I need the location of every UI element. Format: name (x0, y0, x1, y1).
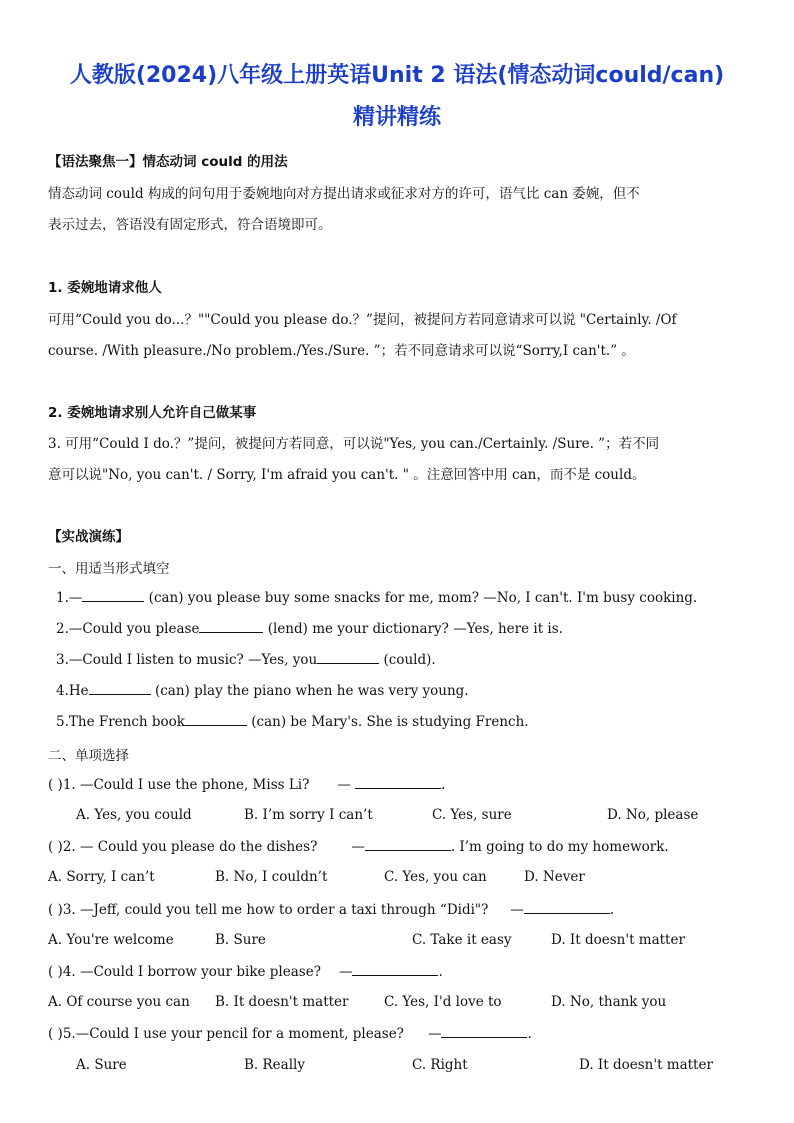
mc-option-a[interactable]: A. You're welcome (48, 932, 174, 948)
answer-blank[interactable] (524, 901, 610, 914)
answer-blank[interactable] (352, 963, 438, 976)
fill-question-suffix: (lend) me your dictionary? —Yes, here it is. (263, 621, 563, 637)
document-title-line-1: 人教版(2024)八年级上册英语Unit 2 语法(情态动词could/can) (69, 63, 725, 88)
fill-question (56, 589, 697, 606)
answer-blank[interactable] (317, 651, 379, 664)
fill-question (56, 651, 436, 668)
mc-option-d[interactable]: D. It doesn't matter (551, 932, 685, 948)
fill-question-suffix: (can) be Mary's. She is studying French. (247, 714, 529, 730)
fill-question (56, 713, 529, 730)
answer-dash: — (337, 777, 356, 793)
mc-option-b[interactable]: B. I’m sorry I can’t (244, 807, 373, 823)
mc-question-end: . I’m going to do my homework. (450, 839, 669, 855)
fill-question (56, 682, 469, 699)
grammar-focus-heading: 【语法聚焦一】情态动词 could 的用法 (48, 154, 288, 170)
mc-option-d[interactable]: D. Never (524, 869, 585, 885)
mc-option-a[interactable]: A. Sorry, I can’t (48, 869, 155, 885)
mc-option-a[interactable]: A. Of course you can (48, 994, 190, 1010)
fill-question-suffix: (could). (379, 652, 436, 668)
mc-question-text: ( )5.—Could I use your pencil for a moment, please? (48, 1026, 404, 1042)
mc-option-b[interactable]: B. No, I couldn’t (215, 869, 328, 885)
mc-question-text: ( )1. —Could I use the phone, Miss Li? (48, 777, 310, 793)
answer-blank[interactable] (82, 589, 144, 602)
mc-question (48, 963, 443, 980)
answer-blank[interactable] (441, 1025, 527, 1038)
mc-option-c[interactable]: C. Yes, sure (432, 807, 512, 823)
fill-question-suffix: (can) play the piano when he was very young. (150, 683, 469, 699)
fill-question (56, 620, 563, 637)
mc-option-b[interactable]: B. Really (244, 1057, 305, 1073)
mc-question (48, 776, 445, 793)
fill-question-prefix: 4.He (56, 683, 89, 699)
mc-question-end: . (527, 1026, 532, 1042)
mc-option-b[interactable]: B. Sure (215, 932, 266, 948)
document-title-line-2: 精讲精练 (352, 105, 441, 130)
fill-question-prefix: 1.— (56, 590, 83, 606)
point-1-text-line-1: 可用“Could you do...？""Could you please do.？”提问，被提问方若同意请求可以说 "Certainly. /Of (48, 312, 677, 328)
mc-option-c[interactable]: C. Yes, you can (384, 869, 487, 885)
answer-dash: — (351, 839, 365, 855)
fill-question-prefix: 2.—Could you please (56, 621, 200, 637)
mc-option-a[interactable]: A. Yes, you could (76, 807, 192, 823)
answer-blank[interactable] (89, 682, 151, 695)
point-1-heading: 1. 委婉地请求他人 (48, 280, 162, 296)
answer-dash: — (510, 902, 524, 918)
practice-heading: 【实战演练】 (48, 529, 129, 545)
answer-blank[interactable] (355, 776, 441, 789)
answer-dash: — (338, 964, 353, 980)
point-2-text-line-2: 意可以说"No, you can't. / Sorry, I'm afraid you can't. " 。注意回答中用 can，而不是 could。 (48, 467, 646, 483)
mc-option-b[interactable]: B. It doesn't matter (215, 994, 349, 1010)
answer-blank[interactable] (199, 620, 263, 633)
mc-question-text: ( )2. — Could you please do the dishes? (48, 839, 318, 855)
mc-question-end: . (441, 777, 446, 793)
mc-option-d[interactable]: D. It doesn't matter (579, 1057, 713, 1073)
section-2-heading: 二、单项选择 (48, 748, 129, 764)
answer-blank[interactable] (365, 838, 451, 851)
mc-question-text: ( )3. —Jeff, could you tell me how to order a taxi through “Didi"? (48, 902, 489, 918)
mc-option-d[interactable]: D. No, please (607, 807, 699, 823)
point-2-heading: 2. 委婉地请求别人允许自己做某事 (48, 405, 257, 421)
section-1-heading: 一、用适当形式填空 (48, 561, 170, 577)
mc-question (48, 1025, 532, 1042)
mc-question (48, 901, 614, 918)
mc-question-end: . (609, 902, 615, 918)
mc-option-a[interactable]: A. Sure (76, 1057, 127, 1073)
mc-question-text: ( )4. —Could I borrow your bike please? (48, 964, 321, 980)
intro-text-line-1: 情态动词 could 构成的问句用于委婉地向对方提出请求或征求对方的许可，语气比 can 委婉，但不 (48, 186, 640, 202)
mc-question (48, 838, 669, 855)
mc-option-c[interactable]: C. Yes, I'd love to (384, 994, 502, 1010)
point-2-text-line-1: 3. 可用“Could I do.？”提问，被提问方若同意，可以说"Yes, you can./Certainly. /Sure. ”；若不同 (48, 436, 660, 452)
fill-question-suffix: (can) you please buy some snacks for me, mom? —No, I can't. I'm busy cooking. (144, 590, 698, 606)
fill-question-prefix: 5.The French book (56, 714, 185, 730)
intro-text-line-2: 表示过去，答语没有固定形式，符合语境即可。 (48, 217, 332, 233)
mc-option-c[interactable]: C. Right (412, 1057, 468, 1073)
fill-question-prefix: 3.—Could I listen to music? —Yes, you (56, 652, 318, 668)
mc-option-c[interactable]: C. Take it easy (412, 932, 512, 948)
point-1-text-line-2: course. /With pleasure./No problem./Yes./Sure. ”；若不同意请求可以说“Sorry,I can't.” 。 (48, 343, 635, 359)
answer-dash: — (427, 1026, 442, 1042)
answer-blank[interactable] (185, 713, 247, 726)
mc-option-d[interactable]: D. No, thank you (551, 994, 667, 1010)
mc-question-end: . (438, 964, 443, 980)
